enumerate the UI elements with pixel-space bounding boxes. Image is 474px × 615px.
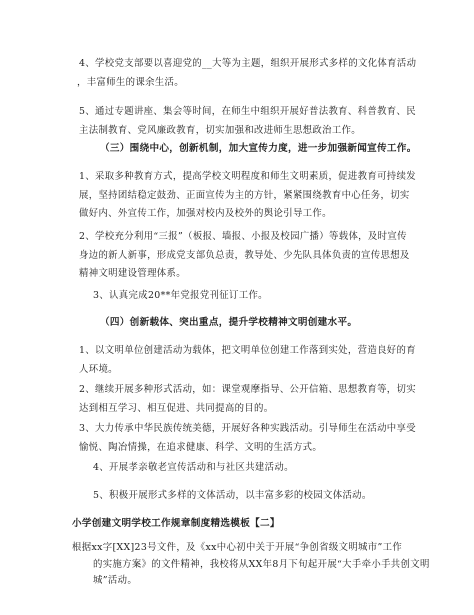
text-line: 展，坚持团结稳定鼓劲、正面宣传为主的方针，紧紧围绕教育中心任务，切实: [79, 189, 410, 201]
paragraph-three-reports: [79, 228, 410, 284]
text-line: 达到相互学习、相互促进、共同提高的目的。: [79, 402, 274, 414]
paragraph-education-methods: [79, 168, 416, 224]
text-line: 精神文明建设管理体系。: [79, 268, 186, 279]
paragraph-activities-theme: [79, 55, 416, 92]
text-line: 根据xx字[XX]23号文件，及《xx中心初中关于开展“争创省级文明城市”工作: [72, 542, 403, 553]
text-line: 身边的新人新事，形成党支部负总责，教导处、少先队具体负责的宣传思想及: [79, 249, 410, 261]
paragraph-subscription: 3、认真完成20**年党报党刊征订工作。: [93, 290, 268, 301]
text-line: ，丰富师生的课余生活。: [77, 76, 184, 88]
paragraph-various-activities: [79, 381, 416, 418]
paragraph-traditional-virtues: [79, 420, 416, 457]
paragraph-document-basis: [72, 540, 430, 590]
section-heading-template-two: 小学创建文明学校工作规章制度精选模板【二】: [72, 518, 280, 529]
section-heading-4: （四）创新载体、突出重点，提升学校精神文明创建水平。: [100, 317, 358, 328]
text-line: 1、以文明单位创建活动为载体，把文明单位创建工作落到实处，营造良好的育: [79, 345, 416, 356]
paragraph-filial-piety: 4、开展孝亲敬老宣传活动和与社区共建活动。: [93, 462, 294, 473]
text-line: 5、通过专题讲座、集会等时间，在师生中组织开展好普法教育、科普教育、民: [79, 106, 416, 117]
paragraph-civilized-unit: [79, 342, 416, 379]
text-line: 人环境。: [79, 363, 118, 375]
paragraph-lectures: [79, 103, 416, 140]
text-line: 2、学校充分利用“三报”（板报、墙报、小报及校园广播）等载体，及时宣传: [79, 231, 407, 242]
text-line: 4、学校党支部要以喜迎党的__大等为主题，组织开展形式多样的文化体育活动: [79, 58, 417, 69]
text-line: 的实施方案》的文件精神，我校将从XX年8月下旬起开展“大手牵小手共创文明: [93, 558, 430, 570]
text-line: 做好内、外宣传工作，加强对校内及校外的舆论引导工作。: [79, 208, 332, 219]
text-line: 3、大力传承中华民族传统美德，开展好各种实践活动。引导师生在活动中享受: [79, 423, 416, 434]
text-line: 1、采取多种教育方式，提高学校文明程度和师生文明素质，促进教育可持续发: [79, 171, 416, 182]
paragraph-sports-culture: 5、积极开展形式多样的文体活动，以丰富多彩的校园文体活动。: [93, 490, 372, 501]
text-line: 愉悦、陶冶情操，在追求健康、科学、文明的生活方式。: [79, 441, 323, 453]
text-line: 主法制教育、党风廉政教育，切实加强和改进师生思想政治工作。: [79, 124, 362, 136]
text-line: 2、继续开展多种形式活动，如：课堂观摩指导、公开信箱、思想教育等，切实: [79, 384, 416, 395]
text-line: 城”活动。: [93, 575, 138, 586]
section-heading-3: （三）围绕中心，创新机制，加大宣传力度，进一步加强新闻宣传工作。: [100, 143, 417, 154]
